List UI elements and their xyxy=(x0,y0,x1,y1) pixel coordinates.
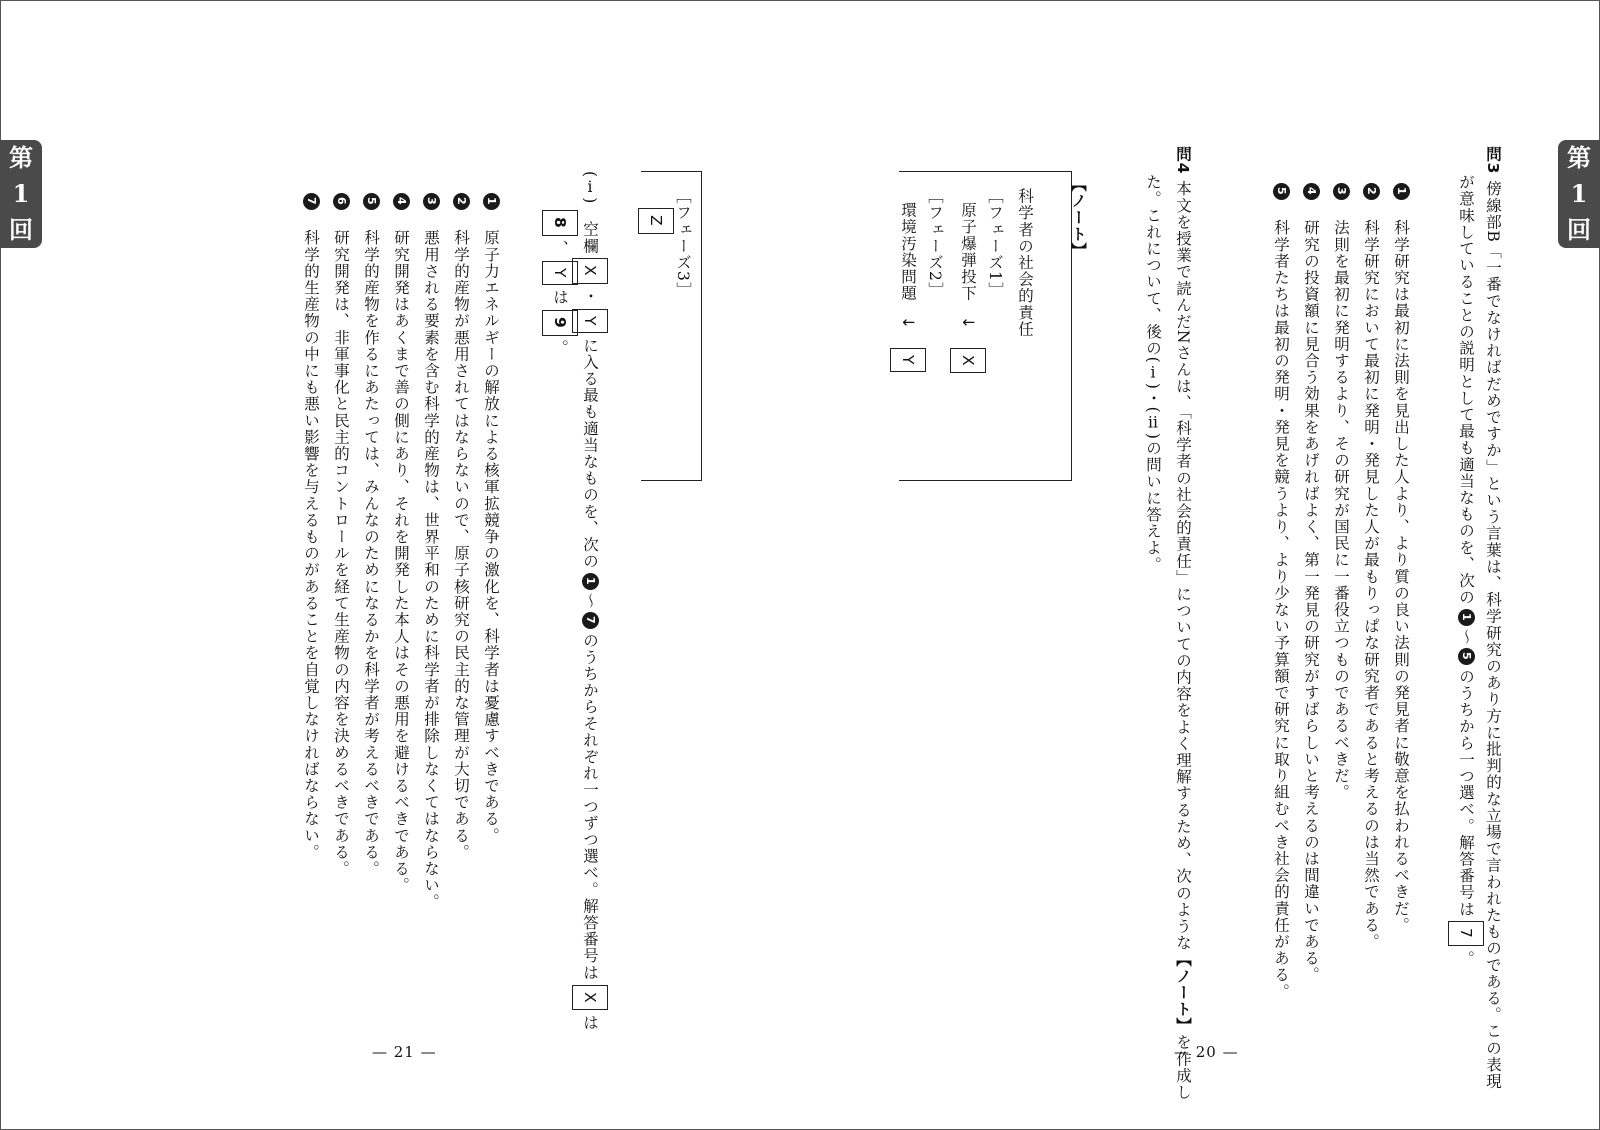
tab-char: 1 xyxy=(1570,179,1588,208)
q3-choice: 5 科学者たちは最初の発明・発見を競うより、より少ない予算額で研究に取り組むべき社会的責任がある。 xyxy=(1266,180,1296,1000)
sub-i-line1: (ⅰ) 空欄X・Yに入る最も適当なものを、次の1～7のうちからそれぞれ一つずつ選べ。解答番号はXは xyxy=(572,171,608,1031)
q4-stem-line2: た。これについて、後の(ⅰ)・(ⅱ)の問いに答えよ。 xyxy=(1144,174,1162,573)
q3-label: 問3 xyxy=(1484,146,1502,175)
blank-box-y: Y xyxy=(890,348,926,373)
circled-number: 2 xyxy=(453,193,470,210)
phase3-row xyxy=(638,204,674,238)
note-heading: 【ノート】 xyxy=(1069,176,1088,259)
blank-box-y: Y xyxy=(542,261,578,286)
circled-number: 3 xyxy=(1333,183,1350,200)
circled-number: 4 xyxy=(393,193,410,210)
circled-number: 3 xyxy=(423,193,440,210)
arrow-down-icon: ↓ xyxy=(959,315,977,330)
q4-stem-line1: 問4 本文を授業で読んだNさんは、「科学者の社会的責任」についての内容をよく理解するため、次のような【ノート】を作成し xyxy=(1174,146,1193,1101)
sub-i-choice: 4 研究開発はあくまで善の側にあり、それを開発した本人はその悪用を避けるべきである。 xyxy=(386,190,416,894)
sub-i-choice: 5 科学的産物を作るにあたっては、みんなのためになるかを科学者が考えるべきである。 xyxy=(356,190,386,877)
q3-stem-line1: 問3 傍線部B「一番でなければだめですか」という言葉は、科学研究のあり方に批判的な立場で言われたものである。この表現 xyxy=(1484,146,1502,1090)
tab-char: 第 xyxy=(1567,143,1591,172)
tab-char: 1 xyxy=(12,179,30,208)
page-number-right: — 20 — xyxy=(1174,1043,1239,1061)
q4-label: 問4 xyxy=(1174,146,1192,175)
sub-i-choice: 7 科学的生産物の中にも悪い影響を与えるものがあることを自覚しなければならない。 xyxy=(296,190,326,860)
q3-choice: 1 科学研究は最初に法則を見出した人より、より質の良い法則の発見者に敬意を払われるべきだ。 xyxy=(1386,180,1416,933)
tab-char: 回 xyxy=(9,215,33,244)
round-tab-left xyxy=(0,140,42,248)
q3-choice: 4 研究の投資額に見合う効果をあげればよく、第一発見の研究がすばらしいと考えるのは間違いである。 xyxy=(1296,180,1326,983)
circled-number: 7 xyxy=(303,193,320,210)
circled-number: 1 xyxy=(1458,609,1475,626)
q3-choice: 3 法則を最初に発明するより、その研究が国民に一番役立つものであるべきだ。 xyxy=(1326,180,1356,801)
phase2-label: ［フェーズ2］ xyxy=(926,188,944,299)
circled-number: 5 xyxy=(1273,183,1290,200)
note-title: 科学者の社会的責任 xyxy=(1016,188,1034,338)
phase3-label: ［フェーズ3］ xyxy=(674,188,692,299)
blank-box-y: Y xyxy=(572,309,608,334)
tab-char: 回 xyxy=(1567,215,1591,244)
circled-number: 5 xyxy=(1458,648,1475,665)
answer-box-9: 9 xyxy=(542,310,578,336)
sub-i-choice: 1 原子力エネルギーの解放による核軍拡競争の激化を、科学者は憂慮すべきである。 xyxy=(476,190,506,844)
phase1-label: ［フェーズ1］ xyxy=(986,188,1004,299)
circled-number: 7 xyxy=(582,612,599,629)
sub-i-choice: 3 悪用される要素を含む科学的産物は、世界平和のために科学者が排除しなくてはならない。 xyxy=(416,190,446,910)
circled-number: 2 xyxy=(1363,183,1380,200)
circled-number: 6 xyxy=(333,193,350,210)
arrow-down-icon: ↓ xyxy=(899,315,917,330)
phase2-row: 環境汚染問題↓Y xyxy=(890,202,926,376)
blank-box-x: X xyxy=(572,985,608,1011)
circled-number: 1 xyxy=(483,193,500,210)
answer-box-8: 8 xyxy=(542,210,578,236)
answer-box-7: 7 xyxy=(1448,921,1484,946)
tab-char: 第 xyxy=(9,143,33,172)
blank-box-z: Z xyxy=(638,208,674,234)
q3-stem-line2: が意味していることの説明として最も適当なものを、次の1～5のうちから一つ選べ。解答番号は7。 xyxy=(1448,174,1484,967)
sub-i-choice: 6 研究開発は、非軍事化と民主的コントロールを経て生産物の内容を決めるべきである。 xyxy=(326,190,356,877)
page-number-left: — 21 — xyxy=(372,1043,437,1061)
sub-i-line2: 8、Yは9。 xyxy=(542,206,578,356)
blank-box-x: X xyxy=(572,258,608,284)
circled-number: 4 xyxy=(1303,183,1320,200)
sub-i-choice: 2 科学的産物が悪用されてはならないので、原子核研究の民主的な管理が大切である。 xyxy=(446,190,476,860)
sub-i-label: (ⅰ) xyxy=(581,171,599,205)
circled-number: 1 xyxy=(582,573,599,590)
blank-box-x: X xyxy=(950,348,986,374)
circled-number: 5 xyxy=(363,193,380,210)
round-tab-right xyxy=(1558,140,1600,248)
phase1-row: 原子爆弾投下↓X xyxy=(950,202,986,377)
circled-number: 1 xyxy=(1393,183,1410,200)
q3-choice: 2 科学研究において最初に発明・発見した人が最もりっぱな研究者であると考えるのは当然である。 xyxy=(1356,180,1386,950)
